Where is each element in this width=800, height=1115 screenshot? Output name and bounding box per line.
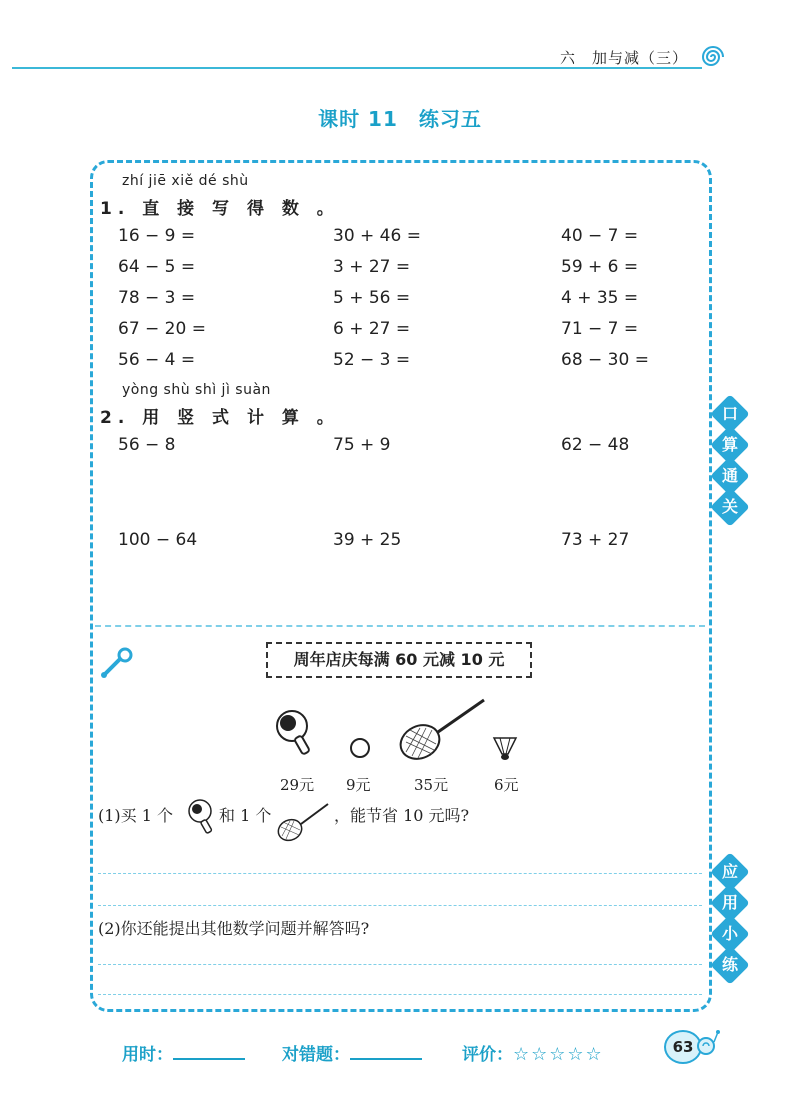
q1-problem: 40 − 7 = [561,226,639,246]
q2-heading: 2. 用 竖 式 计 算 。 [100,408,340,428]
q2-problem: 56 − 8 [118,435,176,455]
q2-problem: 73 + 27 [561,530,630,550]
side-tab-char: 练 [721,954,739,974]
wrench-icon [98,645,138,681]
footer-time [122,1040,245,1065]
errors-blank[interactable] [350,1058,422,1060]
spiral-icon [700,44,726,70]
section-divider [95,625,705,627]
side-tab-oral-calc [716,400,748,521]
subq1-part-a: (1)买 1 个 [98,806,174,825]
answer-line [98,905,702,906]
q2-problem: 75 + 9 [333,435,391,455]
q1-problem: 71 − 7 = [561,319,639,339]
chapter-header: 六 加与减（三） [560,49,689,67]
price-paddle: 29元 [280,776,315,794]
side-tab-char: 通 [721,465,739,485]
q1-problem: 52 − 3 = [333,350,411,370]
time-label: 用时： [122,1045,173,1065]
ping-pong-paddle-icon [187,798,217,838]
side-tab-char: 关 [721,496,739,516]
q2-problem: 62 − 48 [561,435,630,455]
side-tab-char: 用 [721,892,739,912]
q1-heading: 1. 直 接 写 得 数 。 [100,199,340,219]
footer-rating [462,1040,604,1065]
footer-errors [282,1040,422,1065]
ping-pong-paddle-icon [274,708,318,760]
q1-problem: 5 + 56 = [333,288,411,308]
q1-problem: 68 − 30 = [561,350,649,370]
side-tab-char: 算 [721,434,739,454]
subq1-part-c: ，能节省 10 元吗? [334,806,470,825]
q1-problem: 6 + 27 = [333,319,411,339]
q1-problem: 16 − 9 = [118,226,196,246]
side-tab-char: 小 [721,923,739,943]
price-shuttlecock: 6元 [494,776,519,794]
header-rule [12,67,702,69]
q1-problem: 64 − 5 = [118,257,196,277]
price-racket: 35元 [414,776,449,794]
q1-problem: 59 + 6 = [561,257,639,277]
answer-line [98,873,702,874]
q1-problem: 30 + 46 = [333,226,421,246]
q2-pinyin: yòng shù shì jì suàn [122,382,271,398]
rating-label: 评价： [462,1045,513,1065]
side-tab-application [716,858,748,979]
page-number: 63 [664,1030,702,1064]
badminton-racket-icon [398,694,490,764]
side-tab-char: 口 [721,403,739,423]
ping-pong-ball-icon [348,736,372,760]
rating-stars[interactable]: ☆☆☆☆☆ [513,1044,604,1065]
side-tab-char: 应 [721,861,739,881]
q2-problem: 100 − 64 [118,530,198,550]
badminton-racket-icon [276,800,332,842]
q1-problem: 78 − 3 = [118,288,196,308]
snail-icon [696,1028,722,1058]
q1-problem: 3 + 27 = [333,257,411,277]
q1-problem: 56 − 4 = [118,350,196,370]
errors-label: 对错题： [282,1045,350,1065]
price-ball: 9元 [346,776,371,794]
q2-problem: 39 + 25 [333,530,402,550]
q1-pinyin: zhí jiē xiě dé shù [122,173,249,189]
shuttlecock-icon [490,732,520,762]
time-blank[interactable] [173,1058,245,1060]
page-title: 课时 11 练习五 [318,107,482,131]
answer-line [98,964,702,965]
q1-problem: 4 + 35 = [561,288,639,308]
promo-banner: 周年店庆每满 60 元减 10 元 [266,642,532,678]
subq1-part-b: 和 1 个 [219,806,272,825]
subq2: (2)你还能提出其他数学问题并解答吗? [98,919,370,938]
answer-line [98,994,702,995]
q1-problem: 67 − 20 = [118,319,206,339]
